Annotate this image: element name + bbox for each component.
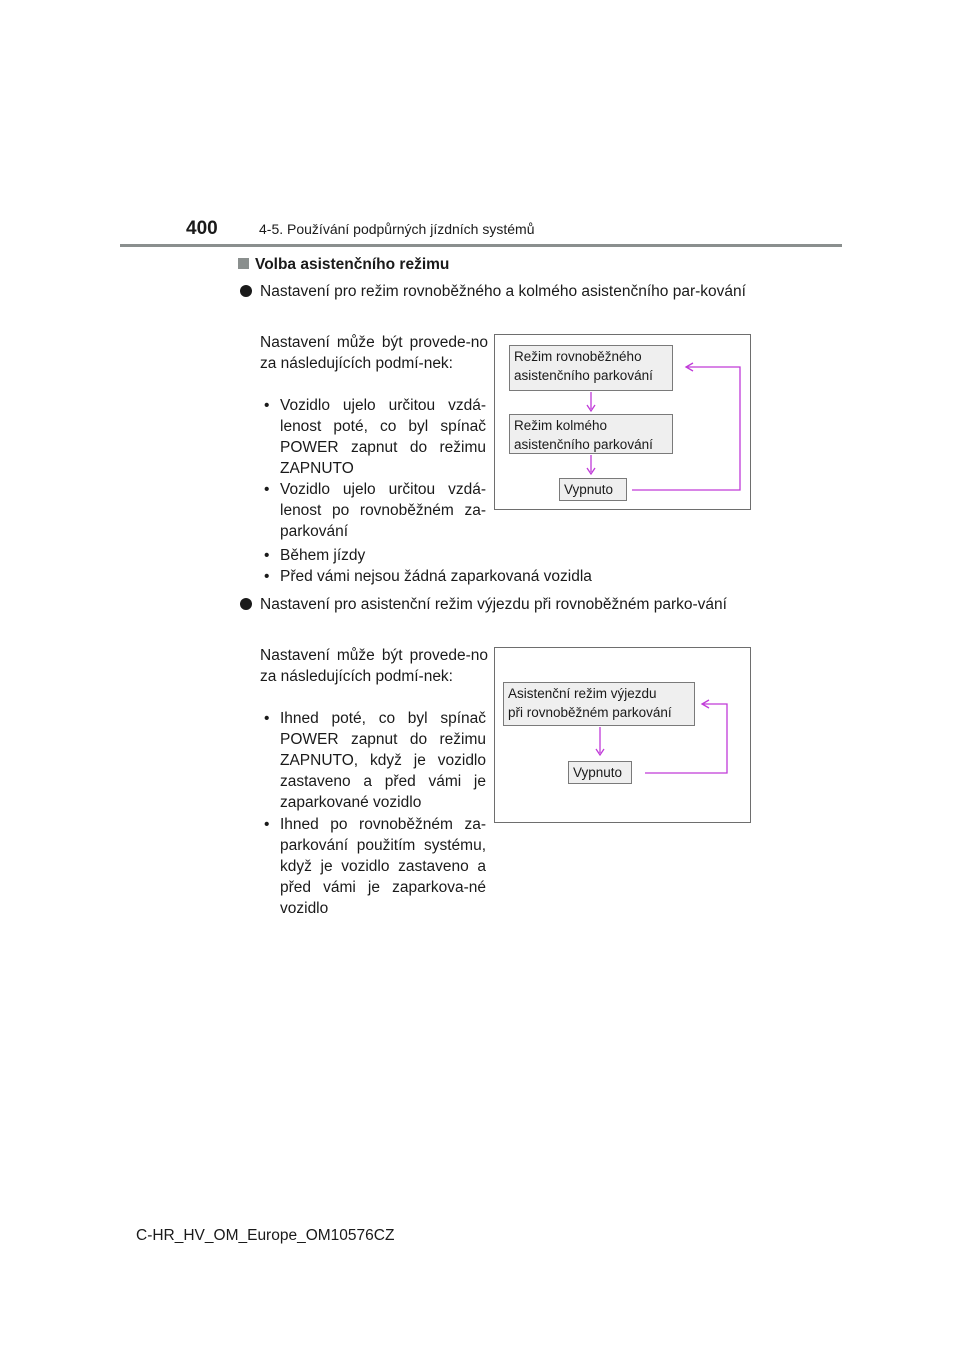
- condition-text: Vozidlo ujelo určitou vzdá-lenost po rovnoběžném za-parkování: [280, 481, 486, 540]
- bullet-dot-icon: [240, 598, 252, 610]
- return-arrow-icon: [632, 367, 740, 490]
- condition-item: • Ihned po rovnoběžném za-parkování použitím systému, když je vozidlo zastaveno a před vámi je zaparkova-né vozidlo: [264, 816, 486, 917]
- bullet-item-exit-mode: [238, 594, 748, 615]
- square-bullet-icon: [238, 258, 249, 269]
- subheading-text: Volba asistenčního režimu: [255, 256, 450, 273]
- condition-text: Během jízdy: [280, 547, 366, 564]
- mode-cycle-diagram: [494, 334, 751, 510]
- bullet-dot-icon: [240, 285, 252, 297]
- exit-mode-diagram: [494, 647, 751, 823]
- condition-item: • Vozidlo ujelo určitou vzdá-lenost poté, co byl spínač POWER zapnut do režimu ZAPNUTO: [264, 397, 486, 477]
- mode-box-label: asistenčního parkování: [514, 437, 653, 452]
- cycle-arrows: [495, 648, 750, 822]
- section-title: 4-5. Používání podpůrných jízdních systémů: [259, 221, 535, 237]
- bullet-text: Nastavení pro režim rovnoběžného a kolmého asistenčního par-kování: [260, 283, 746, 300]
- condition-text: Vozidlo ujelo určitou vzdá-lenost poté, co byl spínač POWER zapnut do režimu ZAPNUTO: [280, 397, 486, 477]
- conditions-intro: Nastavení může být provede-no za následujících podmí-nek:: [260, 334, 488, 372]
- cycle-arrows: [495, 335, 750, 509]
- mode-box-label: při rovnoběžném parkování: [508, 705, 672, 720]
- condition-text: Ihned po rovnoběžném za-parkování použitím systému, když je vozidlo zastaveno a před vámi je zaparkova-né vozidlo: [280, 816, 486, 917]
- condition-text: Ihned poté, co byl spínač POWER zapnut do režimu ZAPNUTO, když je vozidlo zastaveno a před vámi je zaparkované vozidlo: [280, 710, 486, 811]
- condition-item: • Před vámi nejsou žádná zaparkovaná vozidla: [264, 566, 744, 587]
- mode-box-label: asistenčního parkování: [514, 368, 653, 383]
- return-arrow-icon: [645, 704, 727, 773]
- mode-box-label: Režim rovnoběžného: [514, 349, 642, 364]
- mode-box-label: Vypnuto: [573, 765, 623, 780]
- condition-item: • Během jízdy: [264, 545, 744, 566]
- condition-item: • Ihned poté, co byl spínač POWER zapnut do režimu ZAPNUTO, když je vozidlo zastaveno a před vámi je zaparkované vozidlo: [264, 710, 486, 811]
- mode-box-label: Režim kolmého: [514, 418, 608, 433]
- page-number: 400: [186, 218, 218, 239]
- header-divider: [120, 244, 842, 247]
- conditions-intro: Nastavení může být provede-no za následujících podmí-nek:: [260, 647, 488, 685]
- subheading: [238, 256, 449, 274]
- document-footer-code: C-HR_HV_OM_Europe_OM10576CZ: [136, 1227, 395, 1244]
- bullet-item-parking-modes: [238, 281, 748, 302]
- bullet-text: Nastavení pro asistenční režim výjezdu při rovnoběžném parko-vání: [260, 596, 727, 613]
- condition-item: • Vozidlo ujelo určitou vzdá-lenost po rovnoběžném za-parkování: [264, 481, 486, 540]
- condition-text: Před vámi nejsou žádná zaparkovaná vozidla: [280, 568, 592, 585]
- mode-box-label: Asistenční režim výjezdu: [508, 686, 657, 701]
- mode-box-label: Vypnuto: [564, 482, 614, 497]
